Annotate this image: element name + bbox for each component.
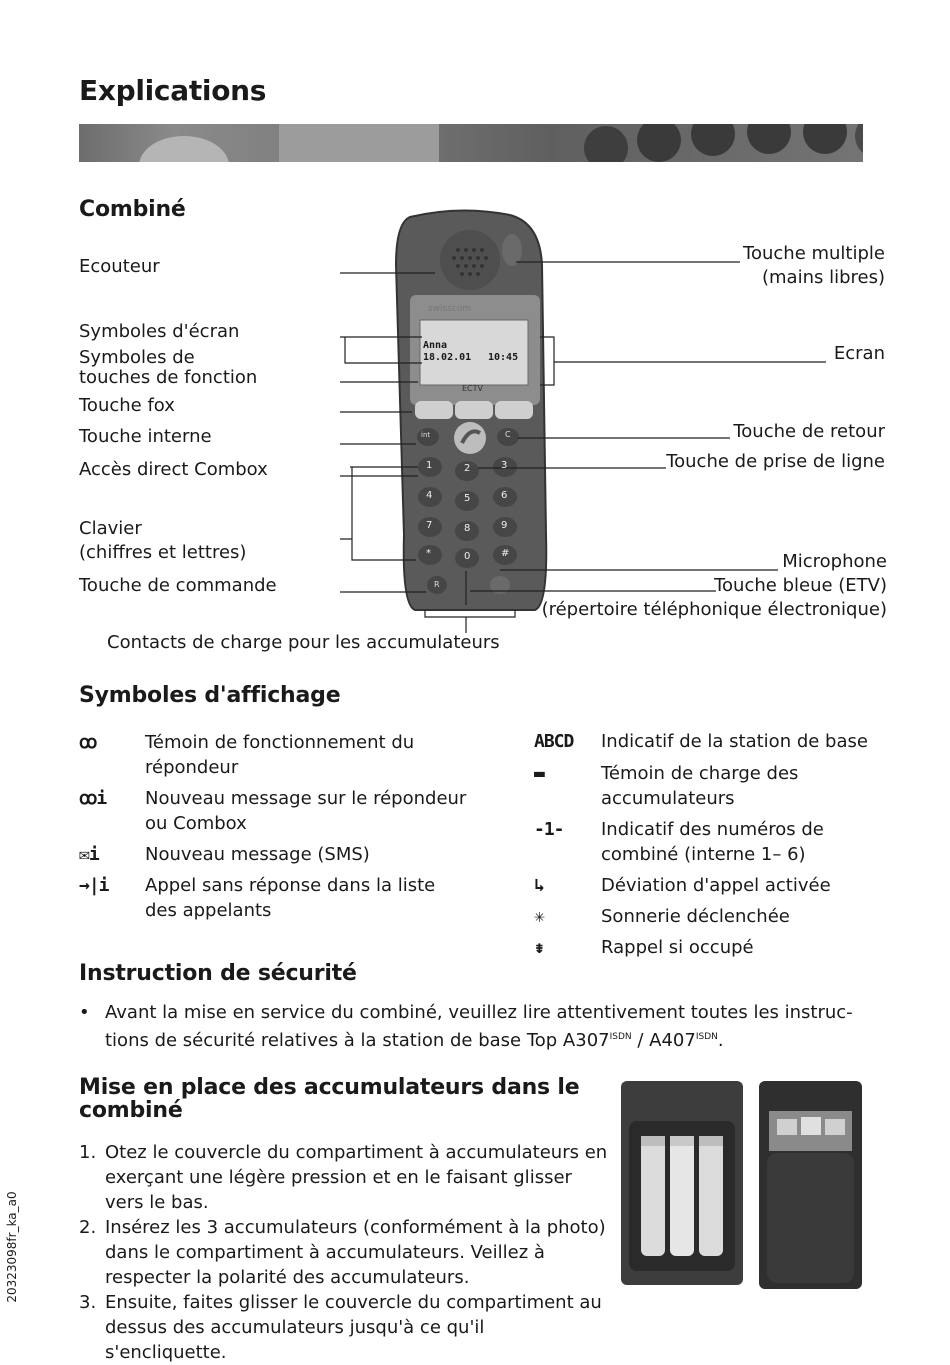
phone-key: 4 <box>426 490 433 501</box>
phone-key: 8 <box>464 523 471 534</box>
label-touche-fox: Touche fox <box>79 395 175 416</box>
phone-key: 0 <box>464 551 471 562</box>
new-voicemail-icon: ꝏi <box>79 788 107 809</box>
battery-cover-photo <box>759 1081 862 1289</box>
phone-model: ECTV <box>462 384 483 393</box>
label-microphone: Microphone <box>782 551 887 572</box>
label-clavier: Clavier <box>79 518 142 539</box>
step-text: Ensuite, faites glisser le couvercle du compartiment au dessus des accumulateurs jusqu'à ce qu'il s'encliquette. <box>105 1292 602 1363</box>
base-station-id-icon: ABCD <box>534 731 574 752</box>
document-code: 20323098fr_ka_a0 <box>5 1191 19 1303</box>
securite-text: / A407 <box>631 1030 696 1051</box>
ringing-icon: ✳ <box>534 906 544 927</box>
section-heading-accus <box>79 1076 579 1122</box>
list-item <box>79 1215 609 1290</box>
list-item <box>79 1290 609 1365</box>
step-text: Insérez les 3 accumulateurs (conformément à la photo) dans le compartiment à accumulateurs. Veillez à respecter la polarité des accumulateurs. <box>105 1217 606 1288</box>
symbol-description: Nouveau message sur le répondeur ou Combox <box>145 788 467 834</box>
label-mains-libres: (mains libres) <box>761 267 885 288</box>
label-ecran: Ecran <box>833 343 885 364</box>
new-sms-icon: ✉i <box>79 844 99 865</box>
label-ecouteur: Ecouteur <box>79 256 160 277</box>
phone-screen-time: 10:45 <box>488 352 519 363</box>
step-text: Otez le couvercle du compartiment à accumulateurs en exerçant une légère pression et en le faisant glisser vers le bas. <box>105 1142 608 1213</box>
phone-screen-name: Anna <box>423 340 448 351</box>
label-repertoire: (répertoire téléphonique électronique) <box>541 599 887 620</box>
symbols-right-list <box>534 729 894 969</box>
heading-line: combiné <box>79 1098 183 1124</box>
symbol-description: Sonnerie déclenchée <box>601 906 790 927</box>
label-acces-combox: Accès direct Combox <box>79 459 268 480</box>
steps-list <box>79 1140 609 1365</box>
page-title: Explications <box>79 74 267 107</box>
symbols-left-list <box>79 730 499 940</box>
step-number: 2. <box>79 1217 97 1238</box>
symbol-description: Indicatif des numéros de combiné (interne 1– 6) <box>601 819 824 865</box>
missed-call-icon: →|i <box>79 875 109 896</box>
handset-number-icon: -1- <box>534 819 564 840</box>
symbol-description: Indicatif de la station de base <box>601 731 868 752</box>
phone-key-int: int <box>421 431 431 439</box>
bullet-marker: • <box>79 1002 90 1023</box>
label-symboles-ecran: Symboles d'écran <box>79 321 240 342</box>
superscript-isdn: ISDN <box>609 1032 632 1042</box>
battery-compartment-photo <box>621 1081 743 1285</box>
answering-machine-icon: ꝏ <box>79 732 97 753</box>
battery-charge-icon: ▬ <box>534 763 544 784</box>
step-number: 3. <box>79 1292 97 1313</box>
phone-key: 2 <box>464 463 471 474</box>
label-touches-fonction: touches de fonction <box>79 367 258 388</box>
phone-key: 9 <box>501 520 508 531</box>
label-chiffres-lettres: (chiffres et lettres) <box>79 542 247 563</box>
phone-brand: swisscom <box>428 304 472 314</box>
securite-line1: Avant la mise en service du combiné, veuillez lire attentivement toutes les instruc- <box>105 1002 853 1023</box>
phone-keypad-labels <box>426 460 526 580</box>
phone-screen-date: 18.02.01 <box>423 352 472 363</box>
securite-line2 <box>105 1025 724 1053</box>
label-touche-multiple: Touche multiple <box>743 243 885 264</box>
phone-key-c: C <box>505 430 511 439</box>
phone-key: 6 <box>501 490 508 501</box>
securite-text: . <box>717 1030 724 1051</box>
section-heading-combine: Combiné <box>79 197 186 222</box>
label-contacts-charge: Contacts de charge pour les accumulateurs <box>107 632 500 653</box>
phone-key: 3 <box>501 460 508 471</box>
call-forward-icon: ↳ <box>534 875 544 896</box>
label-touche-retour: Touche de retour <box>733 421 885 442</box>
label-touche-interne: Touche interne <box>79 426 212 447</box>
label-symboles-de: Symboles de <box>79 347 195 368</box>
phone-key: 1 <box>426 460 433 471</box>
symbol-description: Rappel si occupé <box>601 937 754 958</box>
superscript-isdn: ISDN <box>695 1032 718 1042</box>
securite-text: tions de sécurité relatives à la station de base Top A307 <box>105 1030 610 1051</box>
label-touche-bleue: Touche bleue (ETV) <box>714 575 887 596</box>
section-heading-symboles: Symboles d'affichage <box>79 683 341 708</box>
list-item <box>79 1140 609 1215</box>
keypad-banner-image <box>79 124 863 162</box>
symbol-description: Déviation d'appel activée <box>601 875 831 896</box>
busy-callback-icon: ⇟ <box>534 937 544 958</box>
phone-key: 7 <box>426 520 433 531</box>
section-heading-securite: Instruction de sécurité <box>79 961 357 986</box>
label-prise-ligne: Touche de prise de ligne <box>666 451 885 472</box>
label-touche-commande: Touche de commande <box>79 575 277 596</box>
phone-key: # <box>501 548 510 559</box>
phone-key: * <box>426 548 431 559</box>
phone-key-r: R <box>434 580 440 589</box>
symbol-description: Témoin de fonctionnement du répondeur <box>145 732 415 778</box>
symbol-description: Appel sans réponse dans la liste des appelants <box>145 875 436 921</box>
heading-line: Mise en place des accumulateurs dans le <box>79 1075 580 1100</box>
symbol-description: Nouveau message (SMS) <box>145 844 370 865</box>
symbol-description: Témoin de charge des accumulateurs <box>601 763 799 809</box>
step-number: 1. <box>79 1142 97 1163</box>
phone-key: 5 <box>464 493 471 504</box>
